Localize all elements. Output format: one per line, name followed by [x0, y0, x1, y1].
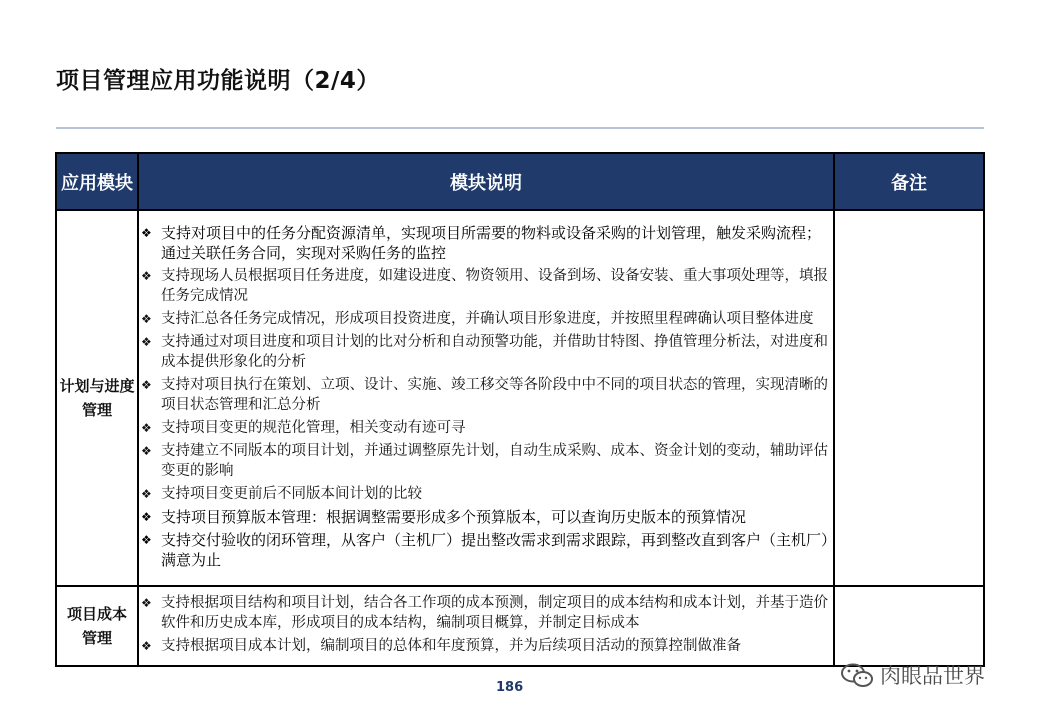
description-cell-cost [138, 586, 834, 666]
watermark-text: 肉眼品世界 [880, 664, 985, 688]
module-label-line: 管理 [81, 629, 112, 647]
table-row [56, 586, 984, 666]
list-item: ❖ 支持对项目中的任务分配资源清单，实现项目所需要的物料或设备采购的计划管理，触发采购流程；通过关联任务合同，实现对采购任务的监控 [139, 223, 833, 263]
module-label-line: 计划与进度 [59, 377, 135, 395]
list-item: ❖ 支持项目预算版本管理：根据调整需要形成多个预算版本，可以查询历史版本的预算情况 [139, 507, 833, 527]
list-item: ❖ 支持现场人员根据项目任务进度，如建设进度、物资领用、设备到场、设备安装、重大事项处理等，填报任务完成情况 [139, 266, 833, 306]
table-row [56, 210, 984, 586]
list-item: ❖ 支持通过对项目进度和项目计划的比对分析和自动预警功能，并借助甘特图、挣值管理分析法，对进度和成本提供形象化的分析 [139, 332, 833, 372]
page-title: 项目管理应用功能说明（2/4） [56, 68, 380, 94]
page-number: 186 [496, 680, 524, 695]
header-note: 备注 [834, 153, 984, 210]
list-item: ❖ 支持根据项目结构和项目计划，结合各工作项的成本预测，制定项目的成本结构和成本计划，并基于造价软件和历史成本库，形成项目的成本结构，编制项目概算，并制定目标成本 [139, 593, 833, 633]
wechat-icon [840, 662, 874, 688]
list-item: ❖ 支持交付验收的闭环管理，从客户（主机厂）提出整改需求到需求跟踪，再到整改直到客户（主机厂）满意为止 [139, 530, 833, 570]
title-divider [56, 127, 984, 129]
description-list [139, 223, 833, 570]
list-item: ❖ 支持汇总各任务完成情况，形成项目投资进度，并确认项目形象进度，并按照里程碑确认项目整体进度 [139, 309, 833, 329]
list-item: ❖ 支持根据项目成本计划，编制项目的总体和年度预算，并为后续项目活动的预算控制做准备 [139, 636, 833, 656]
list-item: ❖ 支持项目变更的规范化管理，相关变动有迹可寻 [139, 418, 833, 438]
function-table [55, 152, 985, 667]
module-label-line: 项目成本 [66, 605, 127, 623]
list-item: ❖ 支持项目变更前后不同版本间计划的比较 [139, 484, 833, 504]
module-cell-plan [56, 210, 138, 586]
list-item: ❖ 支持对项目执行在策划、立项、设计、实施、竣工移交等各阶段中中不同的项目状态的管理，实现清晰的项目状态管理和汇总分析 [139, 375, 833, 415]
list-item: ❖ 支持建立不同版本的项目计划，并通过调整原先计划，自动生成采购、成本、资金计划的变动，辅助评估变更的影响 [139, 441, 833, 481]
description-cell-plan [138, 210, 834, 586]
module-cell-cost [56, 586, 138, 666]
table-header-row [56, 153, 984, 210]
header-module: 应用模块 [56, 153, 138, 210]
note-cell-cost [834, 586, 984, 666]
note-cell-plan [834, 210, 984, 586]
watermark [840, 660, 985, 690]
header-description: 模块说明 [138, 153, 834, 210]
module-label-line: 管理 [81, 401, 112, 419]
description-list [139, 593, 833, 656]
